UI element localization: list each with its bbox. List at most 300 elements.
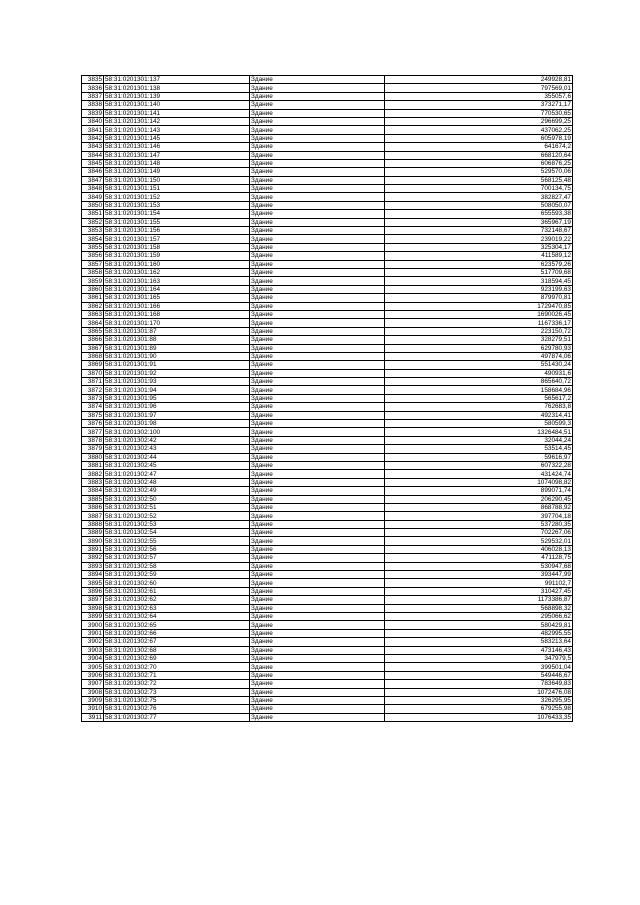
cadastral-value-cell: 583213,64 bbox=[385, 638, 573, 646]
object-type-cell: Здание bbox=[250, 646, 385, 654]
table-row bbox=[82, 420, 573, 428]
object-type-cell: Здание bbox=[250, 378, 385, 386]
object-type-cell: Здание bbox=[250, 168, 385, 176]
object-type-cell: Здание bbox=[250, 461, 385, 469]
row-number-cell: 3841 bbox=[82, 126, 104, 134]
table-row bbox=[82, 537, 573, 545]
row-number-cell: 3901 bbox=[82, 629, 104, 637]
row-number-cell: 3898 bbox=[82, 604, 104, 612]
row-number-cell: 3839 bbox=[82, 109, 104, 117]
cadastral-number-cell: 58:31:0201301:154 bbox=[104, 210, 250, 218]
table-row bbox=[82, 453, 573, 461]
table-row bbox=[82, 344, 573, 352]
row-number-cell: 3856 bbox=[82, 252, 104, 260]
table-row bbox=[82, 696, 573, 704]
cadastral-number-cell: 58:31:0201302:69 bbox=[104, 654, 250, 662]
row-number-cell: 3850 bbox=[82, 201, 104, 209]
table-row bbox=[82, 352, 573, 360]
row-number-cell: 3864 bbox=[82, 319, 104, 327]
row-number-cell: 3896 bbox=[82, 587, 104, 595]
row-number-cell: 3836 bbox=[82, 84, 104, 92]
cadastral-value-cell: 1729470,85 bbox=[385, 302, 573, 310]
cadastral-number-cell: 58:31:0201301:141 bbox=[104, 109, 250, 117]
row-number-cell: 3862 bbox=[82, 302, 104, 310]
table-row bbox=[82, 621, 573, 629]
table-row bbox=[82, 378, 573, 386]
cadastral-number-cell: 58:31:0201302:62 bbox=[104, 596, 250, 604]
table-row bbox=[82, 336, 573, 344]
object-type-cell: Здание bbox=[250, 663, 385, 671]
object-type-cell: Здание bbox=[250, 579, 385, 587]
cadastral-number-cell: 58:31:0201301:143 bbox=[104, 126, 250, 134]
row-number-cell: 3847 bbox=[82, 176, 104, 184]
table-row bbox=[82, 663, 573, 671]
cadastral-number-cell: 58:31:0201302:63 bbox=[104, 604, 250, 612]
table-row bbox=[82, 369, 573, 377]
row-number-cell: 3880 bbox=[82, 453, 104, 461]
row-number-cell: 3885 bbox=[82, 495, 104, 503]
table-row bbox=[82, 604, 573, 612]
cadastral-number-cell: 58:31:0201301:153 bbox=[104, 201, 250, 209]
row-number-cell: 3893 bbox=[82, 562, 104, 570]
table-row bbox=[82, 562, 573, 570]
cadastral-number-cell: 58:31:0201301:162 bbox=[104, 268, 250, 276]
cadastral-number-cell: 58:31:0201301:163 bbox=[104, 277, 250, 285]
cadastral-number-cell: 58:31:0201302:51 bbox=[104, 503, 250, 511]
row-number-cell: 3875 bbox=[82, 411, 104, 419]
cadastral-value-cell: 206290,45 bbox=[385, 495, 573, 503]
object-type-cell: Здание bbox=[250, 478, 385, 486]
cadastral-value-cell: 879970,81 bbox=[385, 294, 573, 302]
object-type-cell: Здание bbox=[250, 629, 385, 637]
object-type-cell: Здание bbox=[250, 545, 385, 553]
cadastral-number-cell: 58:31:0201302:57 bbox=[104, 554, 250, 562]
table-row bbox=[82, 310, 573, 318]
cadastral-value-cell: 537280,35 bbox=[385, 520, 573, 528]
cadastral-value-cell: 797569,01 bbox=[385, 84, 573, 92]
table-row bbox=[82, 101, 573, 109]
cadastral-value-cell: 623579,26 bbox=[385, 260, 573, 268]
cadastral-value-cell: 1173386,87 bbox=[385, 596, 573, 604]
table-row bbox=[82, 646, 573, 654]
cadastral-value-cell: 437062,25 bbox=[385, 126, 573, 134]
row-number-cell: 3910 bbox=[82, 705, 104, 713]
cadastral-value-cell: 411589,12 bbox=[385, 252, 573, 260]
object-type-cell: Здание bbox=[250, 344, 385, 352]
table-row bbox=[82, 654, 573, 662]
cadastral-value-cell: 1072476,08 bbox=[385, 688, 573, 696]
object-type-cell: Здание bbox=[250, 126, 385, 134]
cadastral-value-cell: 868788,92 bbox=[385, 503, 573, 511]
row-number-cell: 3878 bbox=[82, 436, 104, 444]
cadastral-value-cell: 325304,17 bbox=[385, 243, 573, 251]
object-type-cell: Здание bbox=[250, 554, 385, 562]
cadastral-value-cell: 629780,93 bbox=[385, 344, 573, 352]
cadastral-value-cell: 605978,19 bbox=[385, 134, 573, 142]
row-number-cell: 3888 bbox=[82, 520, 104, 528]
row-number-cell: 3889 bbox=[82, 529, 104, 537]
row-number-cell: 3848 bbox=[82, 185, 104, 193]
table-row bbox=[82, 629, 573, 637]
cadastral-value-cell: 295066,62 bbox=[385, 613, 573, 621]
cadastral-number-cell: 58:31:0201302:68 bbox=[104, 646, 250, 654]
table-row bbox=[82, 268, 573, 276]
object-type-cell: Здание bbox=[250, 101, 385, 109]
cadastral-number-cell: 58:31:0201301:145 bbox=[104, 134, 250, 142]
table-row bbox=[82, 403, 573, 411]
row-number-cell: 3854 bbox=[82, 235, 104, 243]
row-number-cell: 3883 bbox=[82, 478, 104, 486]
table-row bbox=[82, 487, 573, 495]
row-number-cell: 3907 bbox=[82, 680, 104, 688]
object-type-cell: Здание bbox=[250, 696, 385, 704]
cadastral-number-cell: 58:31:0201302:77 bbox=[104, 713, 250, 721]
cadastral-number-cell: 58:31:0201302:47 bbox=[104, 470, 250, 478]
cadastral-number-cell: 58:31:0201301:91 bbox=[104, 361, 250, 369]
cadastral-value-cell: 1076433,35 bbox=[385, 713, 573, 721]
object-type-cell: Здание bbox=[250, 218, 385, 226]
table-row bbox=[82, 243, 573, 251]
row-number-cell: 3851 bbox=[82, 210, 104, 218]
object-type-cell: Здание bbox=[250, 654, 385, 662]
cadastral-value-cell: 668120,64 bbox=[385, 151, 573, 159]
row-number-cell: 3843 bbox=[82, 143, 104, 151]
row-number-cell: 3873 bbox=[82, 394, 104, 402]
cadastral-number-cell: 58:31:0201302:52 bbox=[104, 512, 250, 520]
cadastral-value-cell: 580429,81 bbox=[385, 621, 573, 629]
object-type-cell: Здание bbox=[250, 84, 385, 92]
cadastral-value-cell: 679255,98 bbox=[385, 705, 573, 713]
object-type-cell: Здание bbox=[250, 76, 385, 84]
object-type-cell: Здание bbox=[250, 302, 385, 310]
table-row bbox=[82, 319, 573, 327]
table-row bbox=[82, 705, 573, 713]
cadastral-value-cell: 770530,65 bbox=[385, 109, 573, 117]
cadastral-value-cell: 382827,47 bbox=[385, 193, 573, 201]
cadastral-value-table bbox=[81, 75, 573, 722]
cadastral-number-cell: 58:31:0201301:94 bbox=[104, 386, 250, 394]
cadastral-value-cell: 655593,38 bbox=[385, 210, 573, 218]
cadastral-number-cell: 58:31:0201302:53 bbox=[104, 520, 250, 528]
row-number-cell: 3838 bbox=[82, 101, 104, 109]
object-type-cell: Здание bbox=[250, 520, 385, 528]
object-type-cell: Здание bbox=[250, 680, 385, 688]
cadastral-number-cell: 58:31:0201301:168 bbox=[104, 310, 250, 318]
row-number-cell: 3892 bbox=[82, 554, 104, 562]
object-type-cell: Здание bbox=[250, 403, 385, 411]
cadastral-number-cell: 58:31:0201301:97 bbox=[104, 411, 250, 419]
table-row bbox=[82, 260, 573, 268]
object-type-cell: Здание bbox=[250, 327, 385, 335]
table-row bbox=[82, 92, 573, 100]
object-type-cell: Здание bbox=[250, 134, 385, 142]
table-row bbox=[82, 227, 573, 235]
row-number-cell: 3911 bbox=[82, 713, 104, 721]
row-number-cell: 3845 bbox=[82, 159, 104, 167]
table-row bbox=[82, 545, 573, 553]
cadastral-number-cell: 58:31:0201301:150 bbox=[104, 176, 250, 184]
table-body bbox=[82, 76, 573, 722]
table-row bbox=[82, 201, 573, 209]
object-type-cell: Здание bbox=[250, 210, 385, 218]
cadastral-number-cell: 58:31:0201302:70 bbox=[104, 663, 250, 671]
cadastral-number-cell: 58:31:0201302:56 bbox=[104, 545, 250, 553]
cadastral-value-cell: 223150,72 bbox=[385, 327, 573, 335]
cadastral-number-cell: 58:31:0201301:87 bbox=[104, 327, 250, 335]
cadastral-number-cell: 58:31:0201302:42 bbox=[104, 436, 250, 444]
table-row bbox=[82, 495, 573, 503]
cadastral-value-cell: 568898,32 bbox=[385, 604, 573, 612]
row-number-cell: 3890 bbox=[82, 537, 104, 545]
row-number-cell: 3849 bbox=[82, 193, 104, 201]
object-type-cell: Здание bbox=[250, 260, 385, 268]
table-row bbox=[82, 76, 573, 84]
row-number-cell: 3874 bbox=[82, 403, 104, 411]
cadastral-number-cell: 58:31:0201302:50 bbox=[104, 495, 250, 503]
object-type-cell: Здание bbox=[250, 151, 385, 159]
cadastral-value-cell: 549446,67 bbox=[385, 671, 573, 679]
cadastral-value-cell: 296699,25 bbox=[385, 117, 573, 125]
cadastral-number-cell: 58:31:0201302:73 bbox=[104, 688, 250, 696]
cadastral-number-cell: 58:31:0201301:148 bbox=[104, 159, 250, 167]
object-type-cell: Здание bbox=[250, 495, 385, 503]
cadastral-number-cell: 58:31:0201302:76 bbox=[104, 705, 250, 713]
object-type-cell: Здание bbox=[250, 143, 385, 151]
cadastral-number-cell: 58:31:0201301:146 bbox=[104, 143, 250, 151]
table-row bbox=[82, 134, 573, 142]
cadastral-number-cell: 58:31:0201302:48 bbox=[104, 478, 250, 486]
cadastral-value-cell: 397704,18 bbox=[385, 512, 573, 520]
table-row bbox=[82, 302, 573, 310]
object-type-cell: Здание bbox=[250, 604, 385, 612]
cadastral-value-cell: 606876,25 bbox=[385, 159, 573, 167]
cadastral-value-cell: 158684,96 bbox=[385, 386, 573, 394]
table-row bbox=[82, 688, 573, 696]
object-type-cell: Здание bbox=[250, 445, 385, 453]
row-number-cell: 3870 bbox=[82, 369, 104, 377]
cadastral-number-cell: 58:31:0201301:142 bbox=[104, 117, 250, 125]
cadastral-number-cell: 58:31:0201302:75 bbox=[104, 696, 250, 704]
cadastral-value-cell: 783649,83 bbox=[385, 680, 573, 688]
row-number-cell: 3840 bbox=[82, 117, 104, 125]
cadastral-number-cell: 58:31:0201301:151 bbox=[104, 185, 250, 193]
table-row bbox=[82, 554, 573, 562]
object-type-cell: Здание bbox=[250, 705, 385, 713]
row-number-cell: 3842 bbox=[82, 134, 104, 142]
cadastral-number-cell: 58:31:0201301:164 bbox=[104, 285, 250, 293]
object-type-cell: Здание bbox=[250, 453, 385, 461]
row-number-cell: 3884 bbox=[82, 487, 104, 495]
object-type-cell: Здание bbox=[250, 310, 385, 318]
table-row bbox=[82, 461, 573, 469]
table-row bbox=[82, 671, 573, 679]
object-type-cell: Здание bbox=[250, 235, 385, 243]
object-type-cell: Здание bbox=[250, 503, 385, 511]
object-type-cell: Здание bbox=[250, 621, 385, 629]
object-type-cell: Здание bbox=[250, 243, 385, 251]
cadastral-number-cell: 58:31:0201302:44 bbox=[104, 453, 250, 461]
cadastral-value-cell: 399501,04 bbox=[385, 663, 573, 671]
table-row bbox=[82, 680, 573, 688]
row-number-cell: 3906 bbox=[82, 671, 104, 679]
cadastral-number-cell: 58:31:0201301:137 bbox=[104, 76, 250, 84]
cadastral-number-cell: 58:31:0201301:147 bbox=[104, 151, 250, 159]
cadastral-number-cell: 58:31:0201301:98 bbox=[104, 420, 250, 428]
row-number-cell: 3871 bbox=[82, 378, 104, 386]
cadastral-number-cell: 58:31:0201301:166 bbox=[104, 302, 250, 310]
table-row bbox=[82, 470, 573, 478]
cadastral-number-cell: 58:31:0201301:89 bbox=[104, 344, 250, 352]
cadastral-value-cell: 551430,24 bbox=[385, 361, 573, 369]
cadastral-number-cell: 58:31:0201301:88 bbox=[104, 336, 250, 344]
table-row bbox=[82, 159, 573, 167]
row-number-cell: 3860 bbox=[82, 285, 104, 293]
row-number-cell: 3900 bbox=[82, 621, 104, 629]
cadastral-number-cell: 58:31:0201301:95 bbox=[104, 394, 250, 402]
cadastral-number-cell: 58:31:0201301:149 bbox=[104, 168, 250, 176]
table-row bbox=[82, 478, 573, 486]
cadastral-number-cell: 58:31:0201302:45 bbox=[104, 461, 250, 469]
table-row bbox=[82, 252, 573, 260]
object-type-cell: Здание bbox=[250, 294, 385, 302]
row-number-cell: 3877 bbox=[82, 428, 104, 436]
table-row bbox=[82, 579, 573, 587]
cadastral-value-cell: 702267,06 bbox=[385, 529, 573, 537]
cadastral-number-cell: 58:31:0201302:49 bbox=[104, 487, 250, 495]
table-row bbox=[82, 361, 573, 369]
table-row bbox=[82, 394, 573, 402]
row-number-cell: 3887 bbox=[82, 512, 104, 520]
cadastral-number-cell: 58:31:0201302:55 bbox=[104, 537, 250, 545]
table-row bbox=[82, 436, 573, 444]
cadastral-value-cell: 310427,45 bbox=[385, 587, 573, 595]
table-row bbox=[82, 168, 573, 176]
row-number-cell: 3865 bbox=[82, 327, 104, 335]
cadastral-value-cell: 393447,99 bbox=[385, 571, 573, 579]
object-type-cell: Здание bbox=[250, 336, 385, 344]
cadastral-value-cell: 373271,17 bbox=[385, 101, 573, 109]
object-type-cell: Здание bbox=[250, 487, 385, 495]
cadastral-number-cell: 58:31:0201301:157 bbox=[104, 235, 250, 243]
table-row bbox=[82, 503, 573, 511]
cadastral-value-cell: 497874,06 bbox=[385, 352, 573, 360]
row-number-cell: 3863 bbox=[82, 310, 104, 318]
table-row bbox=[82, 529, 573, 537]
cadastral-number-cell: 58:31:0201302:58 bbox=[104, 562, 250, 570]
object-type-cell: Здание bbox=[250, 411, 385, 419]
table-row bbox=[82, 386, 573, 394]
cadastral-value-cell: 239019,22 bbox=[385, 235, 573, 243]
cadastral-value-cell: 899071,74 bbox=[385, 487, 573, 495]
cadastral-value-cell: 482995,55 bbox=[385, 629, 573, 637]
cadastral-number-cell: 58:31:0201302:60 bbox=[104, 579, 250, 587]
cadastral-value-cell: 53514,45 bbox=[385, 445, 573, 453]
cadastral-number-cell: 58:31:0201302:64 bbox=[104, 613, 250, 621]
cadastral-number-cell: 58:31:0201301:90 bbox=[104, 352, 250, 360]
object-type-cell: Здание bbox=[250, 512, 385, 520]
cadastral-number-cell: 58:31:0201301:139 bbox=[104, 92, 250, 100]
table-row bbox=[82, 235, 573, 243]
table-row bbox=[82, 294, 573, 302]
cadastral-value-cell: 471128,75 bbox=[385, 554, 573, 562]
row-number-cell: 3897 bbox=[82, 596, 104, 604]
object-type-cell: Здание bbox=[250, 562, 385, 570]
row-number-cell: 3881 bbox=[82, 461, 104, 469]
object-type-cell: Здание bbox=[250, 571, 385, 579]
table-row bbox=[82, 117, 573, 125]
cadastral-value-cell: 490931,6 bbox=[385, 369, 573, 377]
table-row bbox=[82, 596, 573, 604]
row-number-cell: 3853 bbox=[82, 227, 104, 235]
row-number-cell: 3861 bbox=[82, 294, 104, 302]
cadastral-value-cell: 431424,74 bbox=[385, 470, 573, 478]
table-row bbox=[82, 411, 573, 419]
row-number-cell: 3886 bbox=[82, 503, 104, 511]
cadastral-number-cell: 58:31:0201301:96 bbox=[104, 403, 250, 411]
cadastral-number-cell: 58:31:0201302:67 bbox=[104, 638, 250, 646]
cadastral-number-cell: 58:31:0201301:138 bbox=[104, 84, 250, 92]
row-number-cell: 3857 bbox=[82, 260, 104, 268]
object-type-cell: Здание bbox=[250, 117, 385, 125]
cadastral-value-cell: 530947,68 bbox=[385, 562, 573, 570]
object-type-cell: Здание bbox=[250, 596, 385, 604]
object-type-cell: Здание bbox=[250, 92, 385, 100]
row-number-cell: 3868 bbox=[82, 352, 104, 360]
cadastral-value-cell: 700134,75 bbox=[385, 185, 573, 193]
row-number-cell: 3858 bbox=[82, 268, 104, 276]
table-row bbox=[82, 84, 573, 92]
object-type-cell: Здание bbox=[250, 159, 385, 167]
cadastral-number-cell: 58:31:0201302:72 bbox=[104, 680, 250, 688]
cadastral-number-cell: 58:31:0201301:140 bbox=[104, 101, 250, 109]
row-number-cell: 3903 bbox=[82, 646, 104, 654]
object-type-cell: Здание bbox=[250, 386, 385, 394]
cadastral-number-cell: 58:31:0201302:61 bbox=[104, 587, 250, 595]
object-type-cell: Здание bbox=[250, 185, 385, 193]
table-row bbox=[82, 327, 573, 335]
cadastral-number-cell: 58:31:0201302:71 bbox=[104, 671, 250, 679]
cadastral-value-cell: 580599,3 bbox=[385, 420, 573, 428]
cadastral-value-cell: 865640,72 bbox=[385, 378, 573, 386]
cadastral-number-cell: 58:31:0201302:65 bbox=[104, 621, 250, 629]
table-row bbox=[82, 176, 573, 184]
row-number-cell: 3846 bbox=[82, 168, 104, 176]
table-row bbox=[82, 285, 573, 293]
table-row bbox=[82, 587, 573, 595]
row-number-cell: 3905 bbox=[82, 663, 104, 671]
cadastral-value-cell: 641674,2 bbox=[385, 143, 573, 151]
row-number-cell: 3844 bbox=[82, 151, 104, 159]
cadastral-number-cell: 58:31:0201301:152 bbox=[104, 193, 250, 201]
cadastral-value-cell: 347979,5 bbox=[385, 654, 573, 662]
row-number-cell: 3895 bbox=[82, 579, 104, 587]
object-type-cell: Здание bbox=[250, 201, 385, 209]
cadastral-number-cell: 58:31:0201301:159 bbox=[104, 252, 250, 260]
cadastral-value-cell: 607322,28 bbox=[385, 461, 573, 469]
cadastral-value-cell: 365967,19 bbox=[385, 218, 573, 226]
cadastral-number-cell: 58:31:0201302:59 bbox=[104, 571, 250, 579]
cadastral-value-cell: 492314,41 bbox=[385, 411, 573, 419]
object-type-cell: Здание bbox=[250, 587, 385, 595]
row-number-cell: 3855 bbox=[82, 243, 104, 251]
cadastral-value-cell: 249928,81 bbox=[385, 76, 573, 84]
object-type-cell: Здание bbox=[250, 529, 385, 537]
object-type-cell: Здание bbox=[250, 428, 385, 436]
table-row bbox=[82, 277, 573, 285]
row-number-cell: 3837 bbox=[82, 92, 104, 100]
cadastral-value-cell: 1690026,45 bbox=[385, 310, 573, 318]
row-number-cell: 3891 bbox=[82, 545, 104, 553]
